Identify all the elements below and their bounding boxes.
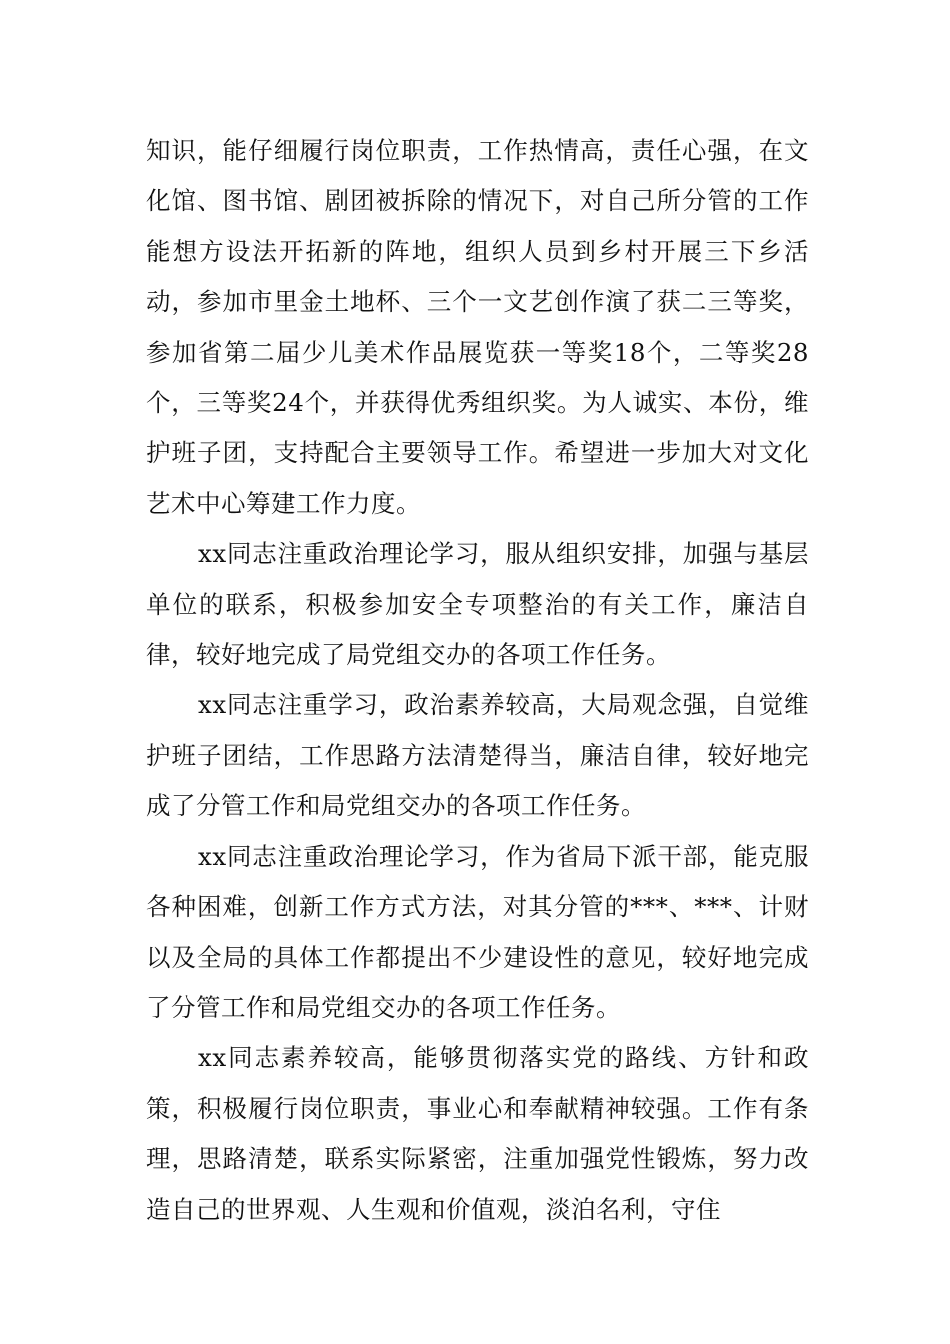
paragraph-comment-4: xx同志注重政治理论学习，作为省局下派干部，能克服各种困难，创新工作方式方法，对其分管的***、***、计财以及全局的具体工作都提出不少建设性的意见，较好地完成了分管工作和局党组交办的各项工作任务。: [146, 841, 809, 1022]
document-page: [146, 126, 809, 1235]
paragraph-comment-5: xx同志素养较高，能够贯彻落实党的路线、方针和政策，积极履行岗位职责，事业心和奉献精神较强。工作有条理，思路清楚，联系实际紧密，注重加强党性锻炼，努力改造自己的世界观、人生观和价值观，淡泊名利，守住: [146, 1043, 809, 1224]
paragraph-continued: 知识，能仔细履行岗位职责，工作热情高，责任心强，在文化馆、图书馆、剧团被拆除的情况下，对自己所分管的工作能想方设法开拓新的阵地，组织人员到乡村开展三下乡活动，参加市里金土地杯、三个一文艺创作演了获二三等奖，参加省第二届少儿美术作品展览获一等奖18个，二等奖28个，三等奖24个，并获得优秀组织奖。为人诚实、本份，维护班子团，支持配合主要领导工作。希望进一步加大对文化艺术中心筹建工作力度。: [146, 136, 809, 518]
paragraph-comment-2: xx同志注重政治理论学习，服从组织安排，加强与基层单位的联系，积极参加安全专项整治的有关工作，廉洁自律，较好地完成了局党组交办的各项工作任务。: [146, 539, 809, 670]
paragraph-comment-3: xx同志注重学习，政治素养较高，大局观念强，自觉维护班子团结，工作思路方法清楚得当，廉洁自律，较好地完成了分管工作和局党组交办的各项工作任务。: [146, 690, 809, 821]
